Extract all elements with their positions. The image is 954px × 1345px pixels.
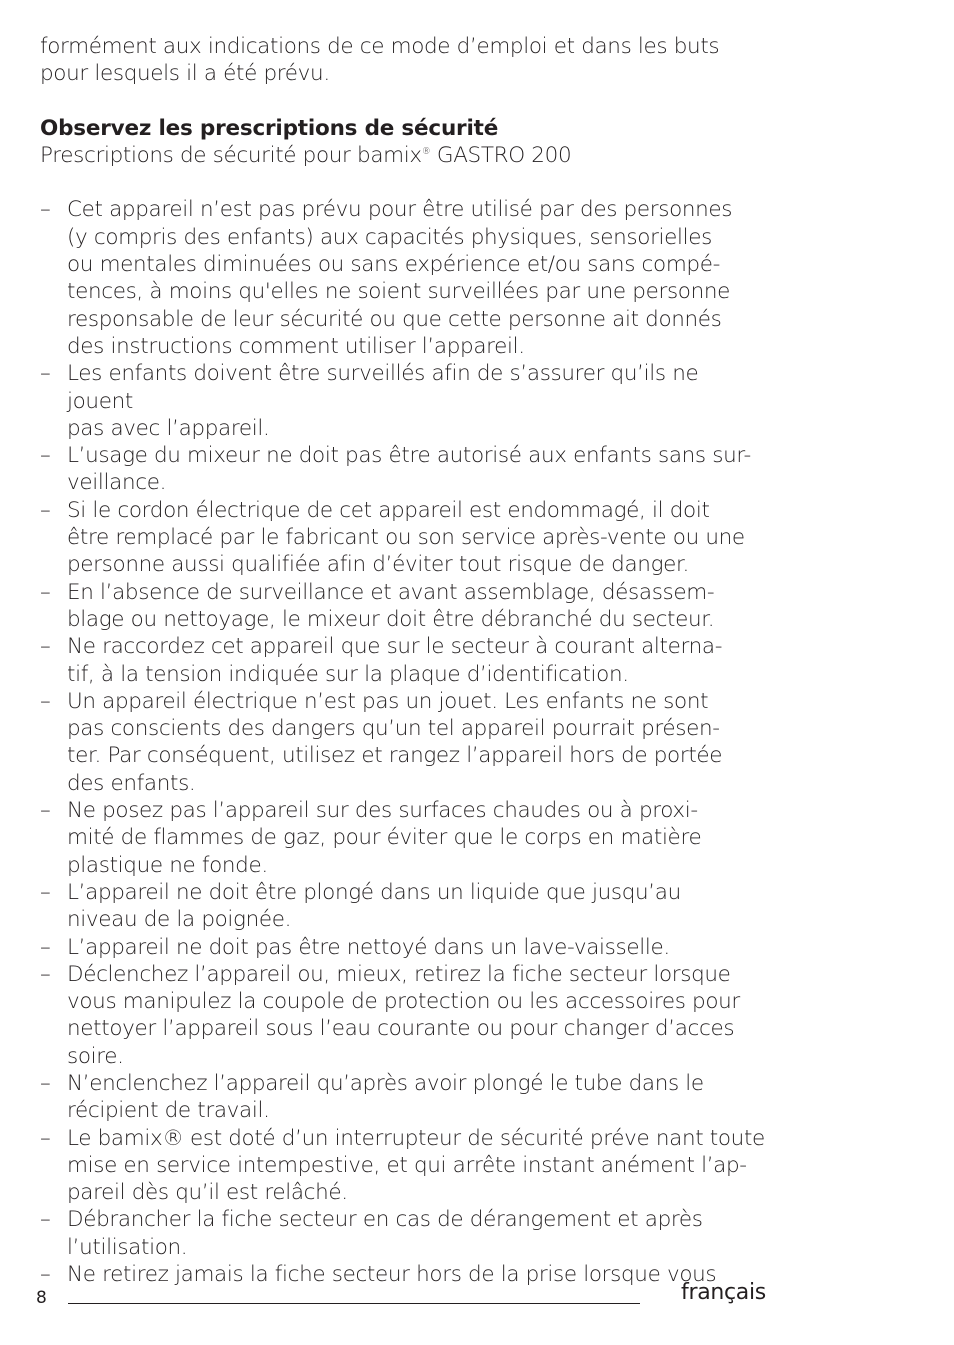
rule-line: L’usage du mixeur ne doit pas être autorisé aux enfants sans sur-: [67, 443, 751, 469]
safety-rule-item: [40, 1070, 770, 1125]
rule-line: ou mentales diminuées ou sans expérience et/ou sans compé-: [67, 252, 720, 278]
safety-rule-item: [40, 961, 770, 1070]
safety-rule-item: [40, 360, 770, 442]
rule-line: plastique ne fonde.: [67, 852, 268, 878]
rule-line: L’appareil ne doit être plongé dans un liquide que jusqu’au: [67, 879, 681, 905]
rule-line: En l’absence de surveillance et avant assemblage, désassem-: [67, 579, 715, 605]
rule-line: responsable de leur sécurité ou que cette personne ait donnés: [67, 306, 722, 332]
intro-line: pour lesquels il a été prévu.: [40, 61, 330, 87]
bullet-dash: –: [40, 361, 51, 387]
rule-line: Le bamix® est doté d’un interrupteur de sécurité préve nant toute: [67, 1125, 765, 1151]
rule-line: vous manipulez la coupole de protection ou les accessoires pour: [67, 989, 740, 1015]
bullet-dash: –: [40, 1262, 51, 1288]
footer-divider: [68, 1303, 640, 1304]
rule-line: Un appareil électrique n’est pas un jouet. Les enfants ne sont: [67, 688, 709, 714]
safety-rule-item: [40, 442, 770, 497]
safety-rule-item: [40, 633, 770, 688]
rule-line: blage ou nettoyage, le mixeur doit être débranché du secteur.: [67, 606, 715, 632]
bullet-dash: –: [40, 1070, 51, 1096]
rule-line: tif, à la tension indiquée sur la plaque d’identification.: [67, 661, 629, 687]
safety-rules-list: [40, 196, 770, 1288]
bullet-dash: –: [40, 197, 51, 223]
rule-line: N’enclenchez l’appareil qu’après avoir plongé le tube dans le: [67, 1070, 704, 1096]
rule-line: pas avec l’appareil.: [67, 415, 270, 441]
rule-line: nettoyer l’appareil sous l’eau courante ou pour changer d’acces: [67, 1016, 735, 1042]
bullet-dash: –: [40, 443, 51, 469]
page-content: [40, 33, 770, 1288]
rule-line: Les enfants doivent être surveillés afin de s’assurer qu’ils ne jouent: [67, 361, 699, 414]
safety-rule-item: [40, 879, 770, 934]
rule-line: soire.: [67, 1043, 124, 1069]
rule-line: Débrancher la fiche secteur en cas de dérangement et après: [67, 1207, 703, 1233]
rule-line: veillance.: [67, 470, 167, 496]
page-number: 8: [36, 1288, 47, 1308]
safety-rule-item: [40, 1206, 770, 1261]
section-subtitle: [40, 142, 770, 169]
safety-rule-item: [40, 797, 770, 879]
safety-rule-item: [40, 688, 770, 797]
bullet-dash: –: [40, 634, 51, 660]
registered-mark: ®: [421, 146, 431, 157]
safety-rule-item: [40, 1261, 770, 1288]
rule-line: récipient de travail.: [67, 1098, 270, 1124]
rule-line: l’utilisation.: [67, 1234, 188, 1260]
rule-line: pareil dès qu’il est relâché.: [67, 1180, 348, 1206]
rule-line: mise en service intempestive, et qui arrête instant anément l’ap-: [67, 1152, 747, 1178]
section-heading: Observez les prescriptions de sécurité: [40, 115, 499, 141]
rule-line: pas conscients des dangers qu’un tel appareil pourrait présen-: [67, 716, 720, 742]
rule-line: L’appareil ne doit pas être nettoyé dans un lave-vaisselle.: [67, 934, 670, 960]
safety-rule-item: [40, 934, 770, 961]
safety-rule-item: [40, 497, 770, 579]
rule-line: Déclenchez l’appareil ou, mieux, retirez la fiche secteur lorsque: [67, 961, 731, 987]
bullet-dash: –: [40, 961, 51, 987]
subtitle-text: Prescriptions de sécurité pour bamix: [40, 142, 422, 168]
rule-line: mité de flammes de gaz, pour éviter que le corps en matière: [67, 825, 702, 851]
rule-line: niveau de la poignée.: [67, 907, 292, 933]
rule-line: des enfants.: [67, 770, 196, 796]
rule-line: Cet appareil n’est pas prévu pour être utilisé par des personnes: [67, 197, 733, 223]
safety-rule-item: [40, 579, 770, 634]
safety-rule-item: [40, 196, 770, 360]
bullet-dash: –: [40, 497, 51, 523]
bullet-dash: –: [40, 688, 51, 714]
rule-line: des instructions comment utiliser l’appareil.: [67, 333, 525, 359]
rule-line: personne aussi qualifiée afin d’éviter tout risque de danger.: [67, 552, 690, 578]
subtitle-model: GASTRO 200: [430, 142, 572, 168]
bullet-dash: –: [40, 1207, 51, 1233]
bullet-dash: –: [40, 879, 51, 905]
bullet-dash: –: [40, 798, 51, 824]
bullet-dash: –: [40, 1125, 51, 1151]
rule-line: (y compris des enfants) aux capacités physiques, sensorielles: [67, 224, 713, 250]
rule-line: Ne retirez jamais la fiche secteur hors de la prise lorsque vous: [67, 1262, 717, 1288]
rule-line: être remplacé par le fabricant ou son service après-vente ou une: [67, 525, 745, 551]
rule-line: Ne posez pas l’appareil sur des surfaces chaudes ou à proxi-: [67, 798, 698, 824]
rule-line: tences, à moins qu'elles ne soient surveillées par une personne: [67, 279, 731, 305]
safety-rule-item: [40, 1125, 770, 1207]
intro-line: formément aux indications de ce mode d’emploi et dans les buts: [40, 34, 720, 59]
intro-paragraph: [40, 33, 770, 88]
bullet-dash: –: [40, 579, 51, 605]
rule-line: Si le cordon électrique de cet appareil est endommagé, il doit: [67, 497, 710, 523]
language-label: français: [681, 1280, 766, 1305]
bullet-dash: –: [40, 934, 51, 960]
rule-line: Ne raccordez cet appareil que sur le secteur à courant alterna-: [67, 634, 723, 660]
rule-line: ter. Par conséquent, utilisez et rangez l’appareil hors de portée: [67, 743, 723, 769]
